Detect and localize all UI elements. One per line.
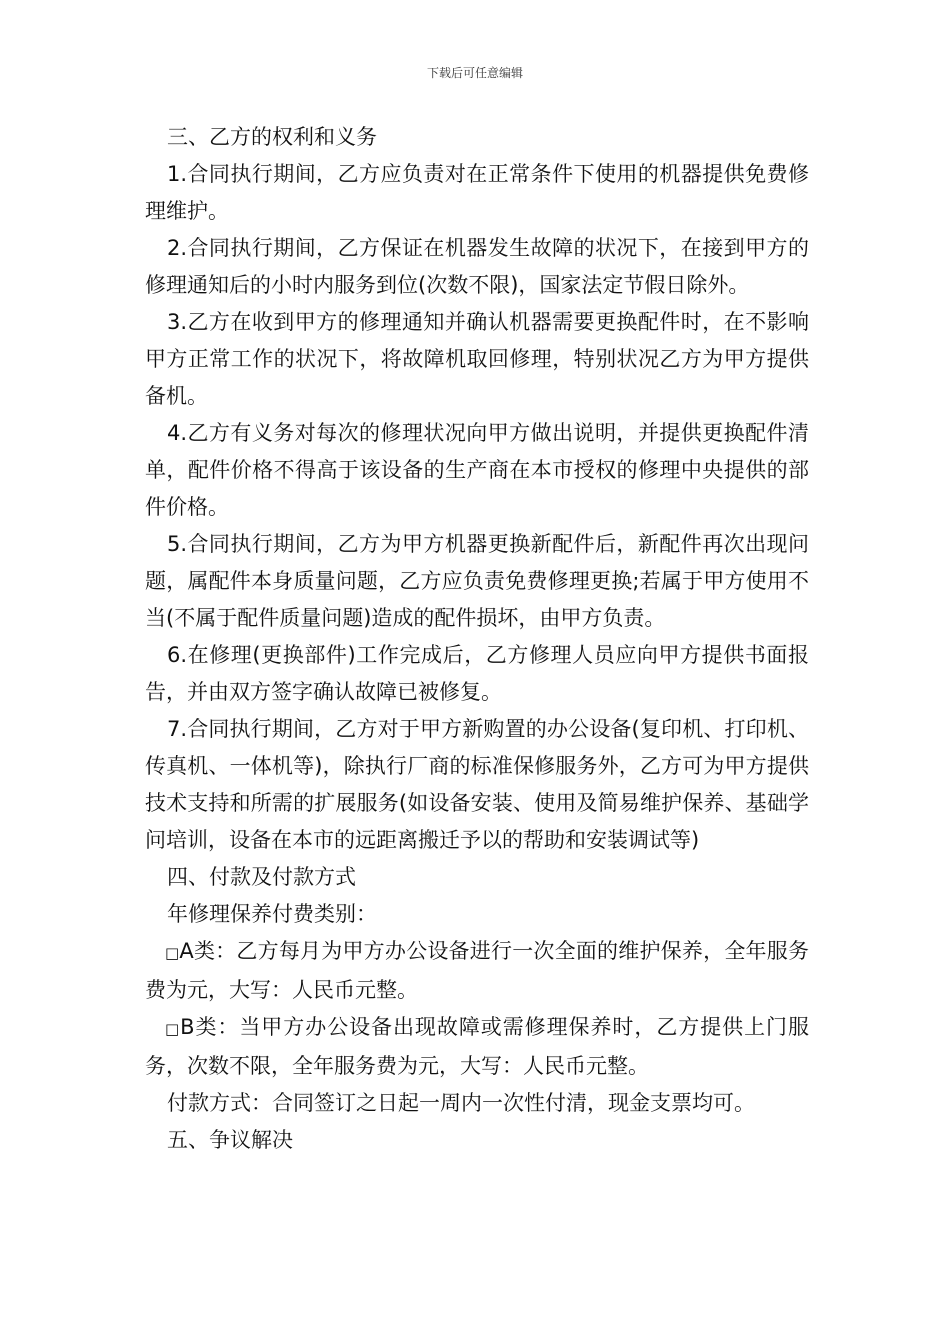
fee-category-label: 年修理保养付费类别： xyxy=(167,902,377,926)
clause-3: 3.乙方在收到甲方的修理通知并确认机器需要更换配件时，在不影响甲方正常工作的状况下，将故障机取回修理，特别状况乙方为甲方提供备机。 xyxy=(145,310,809,408)
checkbox-icon: □ xyxy=(165,1020,181,1038)
clause-7: 7.合同执行期间，乙方对于甲方新购置的办公设备(复印机、打印机、传真机、一体机等)，除执行厂商的标准保修服务外，乙方可为甲方提供技术支持和所需的扩展服务(如设备安装、使用及简易维护保养、基础学问培训，设备在本市的远距离搬迁予以的帮助和安装调试等) xyxy=(145,717,809,852)
option-a-text: A类：乙方每月为甲方办公设备进行一次全面的维护保养，全年服务费为元，大写：人民币元整。 xyxy=(145,939,809,1002)
clause-4: 4.乙方有义务对每次的修理状况向甲方做出说明，并提供更换配件清单，配件价格不得高于该设备的生产商在本市授权的修理中央提供的部件价格。 xyxy=(145,421,809,519)
clause-2: 2.合同执行期间，乙方保证在机器发生故障的状况下，在接到甲方的修理通知后的小时内服务到位(次数不限)，国家法定节假日除外。 xyxy=(145,236,809,297)
clause-1: 1.合同执行期间，乙方应负责对在正常条件下使用的机器提供免费修理维护。 xyxy=(145,162,809,223)
option-b xyxy=(145,1009,809,1085)
section-heading-5: 五、争议解决 xyxy=(167,1128,293,1152)
page-header: 下载后可任意编辑 xyxy=(426,66,523,80)
checkbox-icon: □ xyxy=(165,944,180,962)
section-heading-3: 三、乙方的权利和义务 xyxy=(167,125,377,149)
payment-method: 付款方式：合同签订之日起一周内一次性付清，现金支票均可。 xyxy=(167,1091,755,1115)
clause-5: 5.合同执行期间，乙方为甲方机器更换新配件后，新配件再次出现问题，属配件本身质量问题，乙方应负责免费修理更换;若属于甲方使用不当(不属于配件质量问题)造成的配件损坏，由甲方负责。 xyxy=(145,532,809,630)
document-body xyxy=(145,119,809,1159)
option-b-text: B类：当甲方办公设备出现故障或需修理保养时，乙方提供上门服务，次数不限，全年服务费为元，大写：人民币元整。 xyxy=(145,1015,809,1078)
option-a xyxy=(145,933,809,1009)
section-heading-4: 四、付款及付款方式 xyxy=(167,865,356,889)
clause-6: 6.在修理(更换部件)工作完成后，乙方修理人员应向甲方提供书面报告，并由双方签字确认故障已被修复。 xyxy=(145,643,809,704)
